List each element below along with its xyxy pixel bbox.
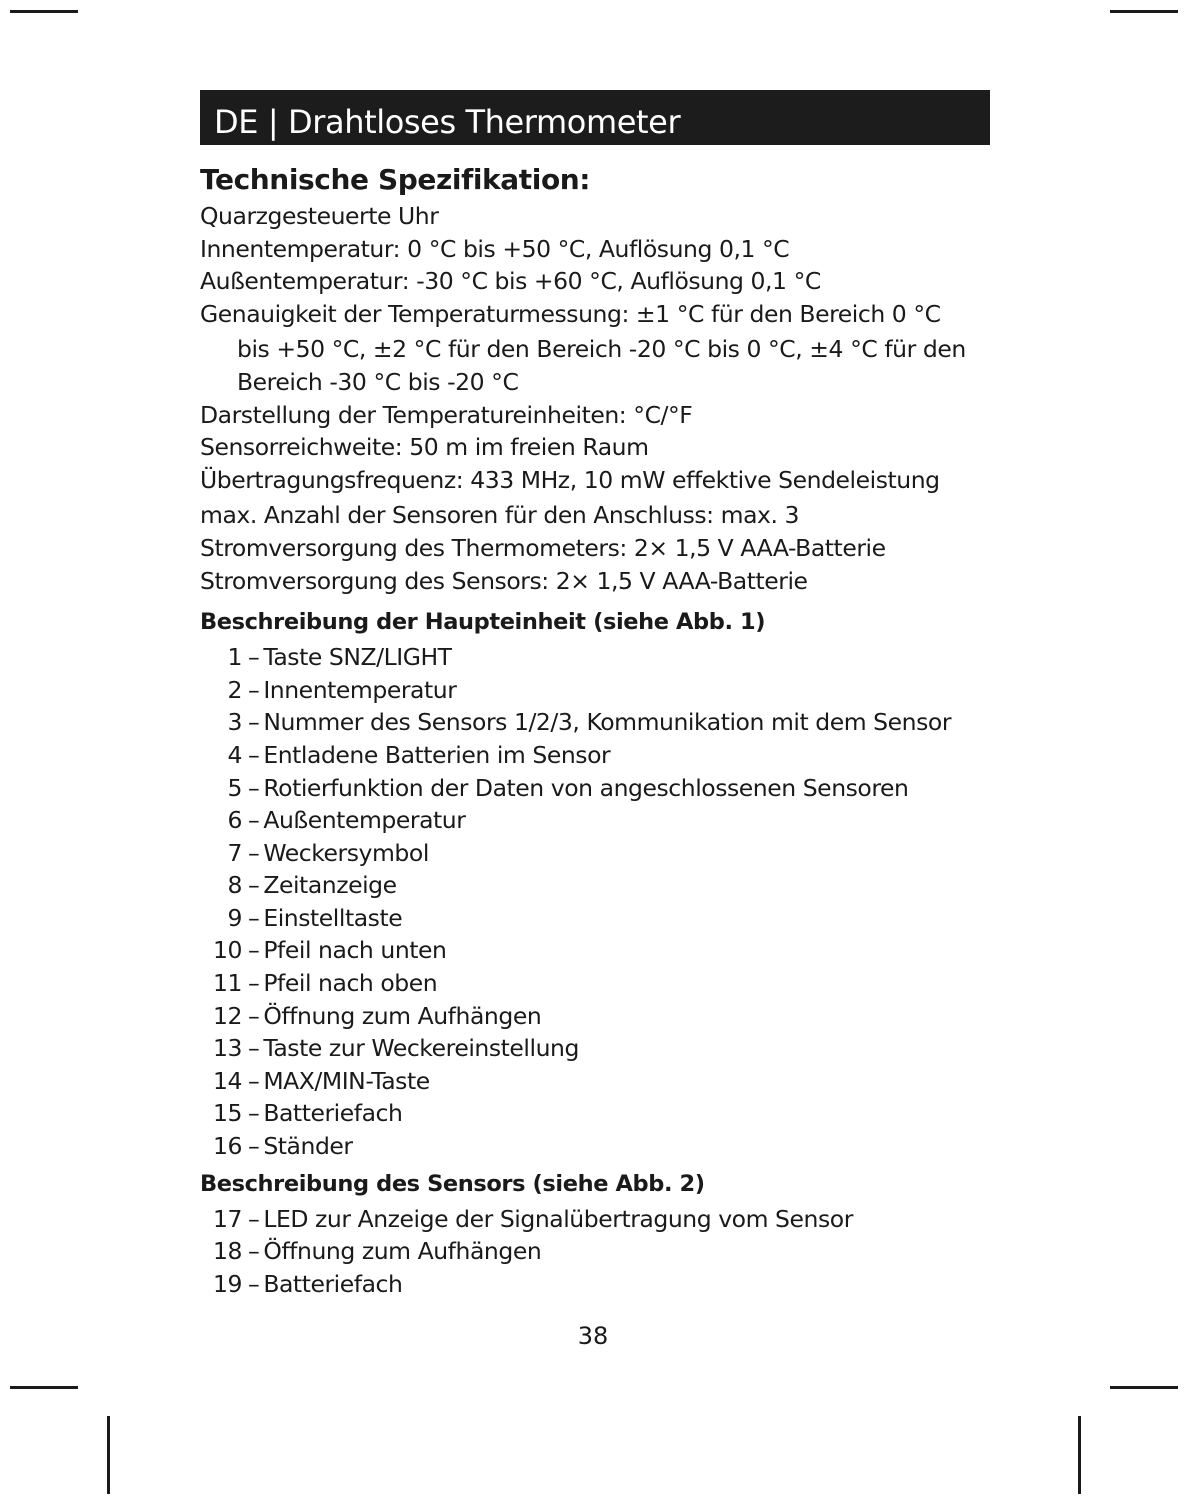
spec-line: Stromversorgung des Thermometers: 2× 1,5 V AAA-Batterie [200,533,886,562]
list-item [200,1097,990,1130]
item-label: Batteriefach [263,1099,403,1128]
item-number: 4 [227,740,242,769]
crop-mark-bottom-right [1110,1386,1178,1389]
item-number: 2 [227,675,242,704]
list-item [200,837,990,870]
list-item [200,902,990,935]
item-dash: – [248,1204,260,1233]
item-label: LED zur Anzeige der Signalübertragung vom Sensor [263,1204,853,1233]
item-dash: – [248,773,260,802]
item-label: Weckersymbol [263,838,429,867]
item-label: Taste SNZ/LIGHT [263,643,452,672]
list-item [200,1065,990,1098]
crop-mark-bottom-left-vertical [107,1416,110,1494]
list-item [200,1130,990,1163]
list-item [200,1235,990,1268]
item-dash: – [248,936,260,965]
list-item [200,706,990,739]
sensor-list [200,1203,990,1301]
list-item [200,739,990,772]
item-number: 7 [227,838,242,867]
header-title: DE | Drahtloses Thermometer [214,103,681,141]
item-number: 11 [212,969,242,998]
item-label: Entladene Batterien im Sensor [263,740,611,769]
item-label: Rotierfunktion der Daten von angeschlossenen Sensoren [263,773,909,802]
item-number: 8 [227,871,242,900]
item-number: 18 [212,1237,242,1266]
list-item [200,772,990,805]
crop-mark-bottom-left [10,1386,78,1389]
item-label: Innentemperatur [263,675,457,704]
item-label: Ständer [263,1132,353,1161]
spec-line: Übertragungsfrequenz: 433 MHz, 10 mW effektive Sendeleistung [200,465,940,494]
list-item [200,804,990,837]
item-number: 14 [212,1066,242,1095]
crop-mark-top-right [1110,10,1178,13]
item-label: Außentemperatur [263,806,466,835]
page-number: 38 [577,1322,609,1350]
list-item [200,1032,990,1065]
list-item [200,1203,990,1236]
crop-mark-bottom-right-vertical [1078,1416,1081,1494]
specs-title: Technische Spezifikation: [200,163,591,196]
item-dash: – [248,903,260,932]
item-dash: – [248,1237,260,1266]
item-dash: – [248,838,260,867]
item-label: Pfeil nach unten [263,936,447,965]
item-number: 1 [227,643,242,672]
item-dash: – [248,1066,260,1095]
item-label: Batteriefach [263,1269,403,1298]
item-label: Öffnung zum Aufhängen [263,1237,542,1266]
list-item [200,641,990,674]
list-item [200,1000,990,1033]
item-label: MAX/MIN-Taste [263,1066,430,1095]
spec-line: Innentemperatur: 0 °C bis +50 °C, Auflösung 0,1 °C [200,234,790,263]
list-item [200,967,990,1000]
item-dash: – [248,675,260,704]
item-dash: – [248,1099,260,1128]
spec-line: Genauigkeit der Temperaturmessung: ±1 °C für den Bereich 0 °C [200,299,941,328]
item-label: Nummer des Sensors 1/2/3, Kommunikation mit dem Sensor [263,708,952,737]
header-bar [200,90,990,145]
list-item [200,934,990,967]
spec-line: Sensorreichweite: 50 m im freien Raum [200,433,649,462]
item-number: 13 [212,1034,242,1063]
spec-line-continued: Bereich -30 °C bis -20 °C [237,367,519,396]
item-number: 6 [227,806,242,835]
item-dash: – [248,871,260,900]
item-number: 12 [212,1001,242,1030]
spec-line: Außentemperatur: -30 °C bis +60 °C, Auflösung 0,1 °C [200,267,821,296]
item-number: 19 [212,1269,242,1298]
item-dash: – [248,740,260,769]
item-number: 16 [212,1132,242,1161]
crop-mark-top-left [10,10,78,13]
item-dash: – [248,806,260,835]
item-number: 3 [227,708,242,737]
sensor-title: Beschreibung des Sensors (siehe Abb. 2) [200,1170,705,1197]
item-dash: – [248,1001,260,1030]
item-number: 5 [227,773,242,802]
item-dash: – [248,1269,260,1298]
spec-line-continued: bis +50 °C, ±2 °C für den Bereich -20 °C bis 0 °C, ±4 °C für den [237,335,966,364]
spec-line: Stromversorgung des Sensors: 2× 1,5 V AAA-Batterie [200,566,808,595]
main-unit-list [200,641,990,1163]
list-item [200,1268,990,1301]
item-label: Taste zur Weckereinstellung [263,1034,579,1063]
item-dash: – [248,643,260,672]
item-dash: – [248,1132,260,1161]
item-number: 10 [212,936,242,965]
main-unit-title: Beschreibung der Haupteinheit (siehe Abb. 1) [200,609,766,636]
item-number: 9 [227,903,242,932]
item-dash: – [248,708,260,737]
spec-line: Darstellung der Temperatureinheiten: °C/°F [200,400,693,429]
list-item [200,869,990,902]
spec-line: max. Anzahl der Sensoren für den Anschluss: max. 3 [200,501,800,530]
item-label: Zeitanzeige [263,871,397,900]
item-label: Öffnung zum Aufhängen [263,1001,542,1030]
item-label: Einstelltaste [263,903,403,932]
item-label: Pfeil nach oben [263,969,438,998]
page-content [200,160,990,1300]
item-number: 15 [212,1099,242,1128]
item-dash: – [248,1034,260,1063]
spec-line: Quarzgesteuerte Uhr [200,202,439,230]
item-dash: – [248,969,260,998]
list-item [200,674,990,707]
item-number: 17 [212,1204,242,1233]
